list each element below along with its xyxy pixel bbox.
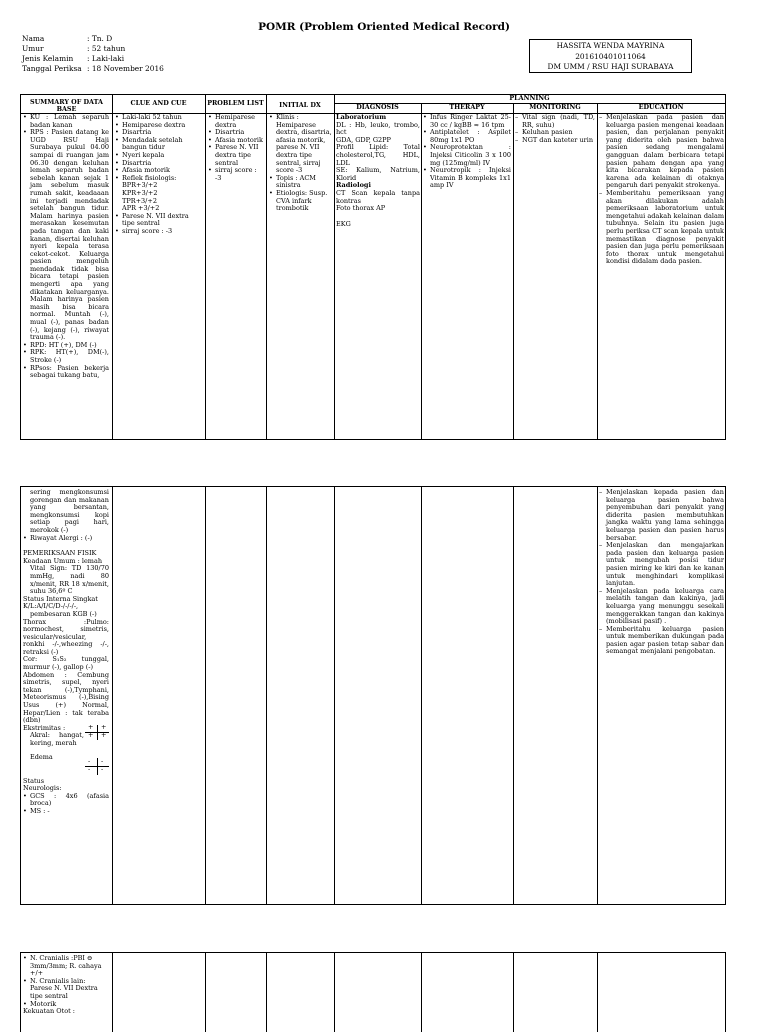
lab-item: DL : Hb, leuko, trombo, hct (336, 120, 420, 137)
header-summary: SUMMARY OF DATA BASE (29, 97, 104, 113)
patient-label: Nama (22, 34, 45, 43)
clue-item: • Mendadak setelah bangun tidur (115, 137, 203, 152)
education-item: – Memberitahu keluarga pasien untuk memberikan dukungan pada pasien agar pasien tetap sabar dan semangat menjalani pengobatan. (599, 626, 724, 656)
allergy-item: • Riwayat Alergi : (-) (23, 535, 109, 543)
doctor-institution: DM UMM / RSU HAJI SURABAYA (547, 62, 674, 71)
header-clue: CLUE AND CUE (130, 99, 187, 108)
akral-grid: + + + + (85, 725, 109, 739)
patient-row (22, 34, 164, 44)
diagnosis-cell (336, 114, 420, 440)
radiology-item: CT Scan kepala tanpa kontras (336, 188, 420, 205)
patient-value: : 52 tahun (87, 44, 126, 53)
summary-cell (23, 114, 109, 440)
initial-dx-item: • Klinis : Hemiparese dextra, disartria, afasia motorik, parese N. VII dextra tipe sentral, sirraj score -3 (269, 114, 333, 175)
header-problem: PROBLEM LIST (207, 99, 264, 108)
header-monitoring: MONITORING (529, 103, 581, 112)
header-initial: INITIAL DX (279, 101, 321, 110)
pomr-table-page1 (20, 94, 726, 440)
keadaan-umum: Keadaan Umum : lemah (23, 556, 103, 565)
problem-cell (208, 114, 265, 440)
clue-item: • Nyeri kepala (115, 152, 203, 160)
education-item: – Menjelaskan pada pasien dan keluarga pasien mengenai keadaan pasien, dan perjalanan penyakit yang diderita oleh pasien bahwa pasien sedang mengalami gangguan dalam berbicara tetapi pasien paham dengan apa yang kita bicarakan kepada pasien karena ada kelainan di otaknya pengaruh dari penyakit strokenya. (599, 114, 724, 190)
header-therapy: THERAPY (449, 103, 485, 112)
reflex-value: BPR+3/+2 (122, 181, 158, 190)
clue-item: • Afasia motorik (115, 167, 203, 175)
ekg-item: EKG (336, 219, 351, 228)
kgb-line: pembesaran KGB (-) (30, 609, 97, 618)
clue-item: • Parese N. VII dextra tipe sentral (115, 213, 203, 228)
patient-value: : Tn. D (87, 34, 113, 43)
neuro-item: • Motorik (23, 1001, 109, 1009)
education-item: – Menjelaskan pada keluarga cara melatih tangan dan kakinya, jadi keluarga yang menunggu sesekali menggerakkan tangan dan kakinya (mobilisasi pasif) . (599, 588, 724, 626)
summary-item: • RPK: HT(+), DM(-), Stroke (-) (23, 349, 109, 364)
education-item: – Menjelaskan dan mengajarkan pada pasien dan keluarga pasien untuk mengubah posisi tidur pasien miring ke kiri dan ke kanan untuk menghindari komplikasi lanjutan. (599, 542, 724, 588)
summary-item: • RPS : Pasien datang ke UGD RSU Haji Surabaya pukul 04.00 sampai di ruangan jam 06.30 dengan keluhan lemah separuh badan sebelah kanan sejak 1 jam sebelum masuk rumah sakit, keadaaan ini terjadi mendadak setelah bangun tidur. Malam harinya pasien merasakan kesemutan pada tangan dan kaki kanan, disertai keluhan nyeri kepala terasa cekot-cekot. Keluarga pasien mengeluh mendadak tidak bisa bicara tetapi pasien mengerti apa yang dikatakan keluarganya. Malam harinya pasien masih bisa bicara normal. Muntah (-), mual (-), panas badan (-), kejang (-), riwayat trauma (-). (23, 129, 109, 342)
therapy-item: • Neuroprotektan : Injeksi Citicolin 3 x 100 mg (125mg/ml) IV (423, 144, 511, 167)
lab-item: Profil Lipid: Total cholesterol,TG, HDL, LDL (336, 143, 420, 167)
patient-label: Jenis Kelamin (22, 54, 74, 63)
summary-item: • RPD: HT (+), DM (-) (23, 342, 109, 350)
pomr-table-page3 (20, 952, 726, 1032)
neuro-item: • N. Cranialis lain: Parese N. VII Dextra tipe sentral (23, 978, 109, 1001)
header-diagnosis: DIAGNOSIS (356, 103, 399, 112)
akral-line: Akral: hangat, kering, merah (30, 731, 84, 747)
education-item: – Memberitahu pemeriksaan yang akan dilakukan adalah pemeriksaan laboratorium untuk mengetahui adakah kelainan dalam tubuhnya. Selain itu pasien juga perlu periksa CT scan kepala untuk memastikan diagnose penyakit pasien dan juga perlu pemeriksaan foto thorax untuk mengetahui kondisi didalam dada pasien. (599, 190, 724, 266)
reflex-value: TPR+3/+2 (122, 196, 157, 205)
radiology-item: Foto thorax AP (336, 204, 386, 213)
vital-sign: Vital Sign: TD 130/70 mmHg, nadi 80 x/menit, RR 18 x/menit, suhu 36,6º C (30, 564, 109, 596)
education-item: – Menjelaskan kepada pasien dan keluarga pasien bahwa penyembuhan dari penyakit yang diderita pasien membutuhkan jangka waktu yang lama sehingga keluarga pasien dan pasien harus bersabar. (599, 489, 724, 542)
clue-cell (115, 114, 203, 440)
pomr-table-page2 (20, 486, 726, 905)
clue-item: • Laki-laki 52 tahun (115, 114, 203, 122)
education-cell-continued (599, 489, 724, 904)
lab-item: SE: Kalium, Natrium, Klorid (336, 166, 420, 182)
problem-item: • sirraj score : -3 (208, 167, 265, 182)
summary-continued-text: sering mengkonsumsi gorengan dan makanan yang bersantan, mengkonsumsi kopi setiap pagi hari, merokok (-) (30, 489, 109, 534)
abdomen-line: Abdomen : Cembung simetris, supel, nyeri tekan (-),Tymphani, Meteorismus (-),Bising Usus (+) Normal, Hepar/Lien : tak teraba (dbn) (23, 670, 109, 725)
monitoring-item: – NGT dan kateter urin (515, 137, 595, 145)
doctor-name: HASSITA WENDA MAYRINA (556, 41, 665, 50)
problem-item: • Afasia motorik (208, 137, 265, 145)
header-planning: PLANNING (509, 94, 550, 103)
kekuatan-otot: Kekuatan Otot : (23, 1007, 75, 1016)
patient-row (22, 44, 164, 54)
reflex-value: KPR+3/+2 (122, 188, 158, 197)
ms-item: • MS : - (23, 808, 109, 816)
clue-item: • Disartria (115, 160, 203, 168)
edema-grid: - - - - (85, 758, 109, 772)
lab-title: Laboratorium (336, 114, 387, 121)
status-interna-line: K/L:A/I/C/D-/-/-/-, (23, 602, 79, 611)
monitoring-item: – Vital sign (nadi, TD, RR, suhu) (515, 114, 595, 129)
neuro-item: • N. Cranialis :PBI ⊖ 3mm/3mm; R. cahaya +/+ (23, 955, 109, 978)
therapy-cell (423, 114, 511, 440)
initial-dx-item: • Etiologis: Susp. CVA infark trombotik (269, 190, 333, 213)
problem-item: • Parese N. VII dextra tipe sentral (208, 144, 265, 167)
status-neuro: Status Neurologis: (23, 776, 62, 793)
monitoring-cell (515, 114, 595, 440)
lab-item: GDA, GDP, G2PP (336, 135, 391, 144)
initial-dx-item: • Topis : ACM sinistra (269, 175, 333, 190)
patient-label: Umur (22, 44, 44, 53)
summary-cell-continued (23, 489, 109, 904)
status-interna-title: Status Interna Singkat (23, 594, 98, 603)
cor-line: Cor: S₁S₂ tunggal, murmur (-), gallop (-) (23, 655, 109, 672)
clue-item: • Reflek fisiologis: (115, 175, 203, 183)
page-title: POMR (Problem Oriented Medical Record) (258, 21, 510, 33)
reflex-value: APR +3/+2 (122, 204, 160, 213)
initial-dx-cell (269, 114, 333, 440)
doctor-id-box (529, 39, 692, 73)
summary-item: • RPsos: Pasien bekerja sebagai tukang batu, (23, 365, 109, 380)
patient-info (22, 34, 164, 74)
therapy-item: • Infus Ringer Laktat 25-30 cc / kgBB ≈ 16 tpm (423, 114, 511, 129)
clue-item: • sirraj score : -3 (115, 228, 203, 236)
education-cell (599, 114, 724, 440)
exam-title: PEMERIKSAAN FISIK (23, 549, 97, 558)
problem-item: • Disartria (208, 129, 265, 137)
patient-row (22, 64, 164, 74)
patient-label: Tanggal Periksa (22, 64, 82, 73)
doctor-nim: 201610401011064 (575, 51, 646, 61)
therapy-item: • Neurotropik : Injeksi Vitamin B kompleks 1x1 amp IV (423, 167, 511, 190)
ekstrimitas-line: Ekstrimitas : + + + + (23, 725, 109, 733)
clue-item: • Disartria (115, 129, 203, 137)
patient-value: : Laki-laki (87, 54, 125, 63)
patient-row (22, 54, 164, 64)
problem-item: • Hemiparese dextra (208, 114, 265, 129)
summary-item: • KU : Lemah separuh badan kanan (23, 114, 109, 129)
summary-cell-page3 (23, 955, 109, 1031)
thorax-line: Thorax :Pulmo: normochest, simetris, vesicular/vesicular, ronkhi -/-,wheezing -/-, retraksi (-) (23, 617, 109, 656)
header-education: EDUCATION (638, 103, 684, 112)
edema-line: Edema - - - - (23, 754, 109, 778)
therapy-item: • Antiplatelet : Aspilet 80mg 1x1 PO (423, 129, 511, 144)
patient-value: : 18 November 2016 (87, 64, 164, 73)
gcs-item: • GCS : 4x6 (afasia broca) (23, 793, 109, 808)
clue-item: • Hemiparese dextra (115, 122, 203, 130)
radiology-title: Radiologi (336, 181, 371, 190)
monitoring-item: – Keluhan pasien (515, 129, 595, 137)
